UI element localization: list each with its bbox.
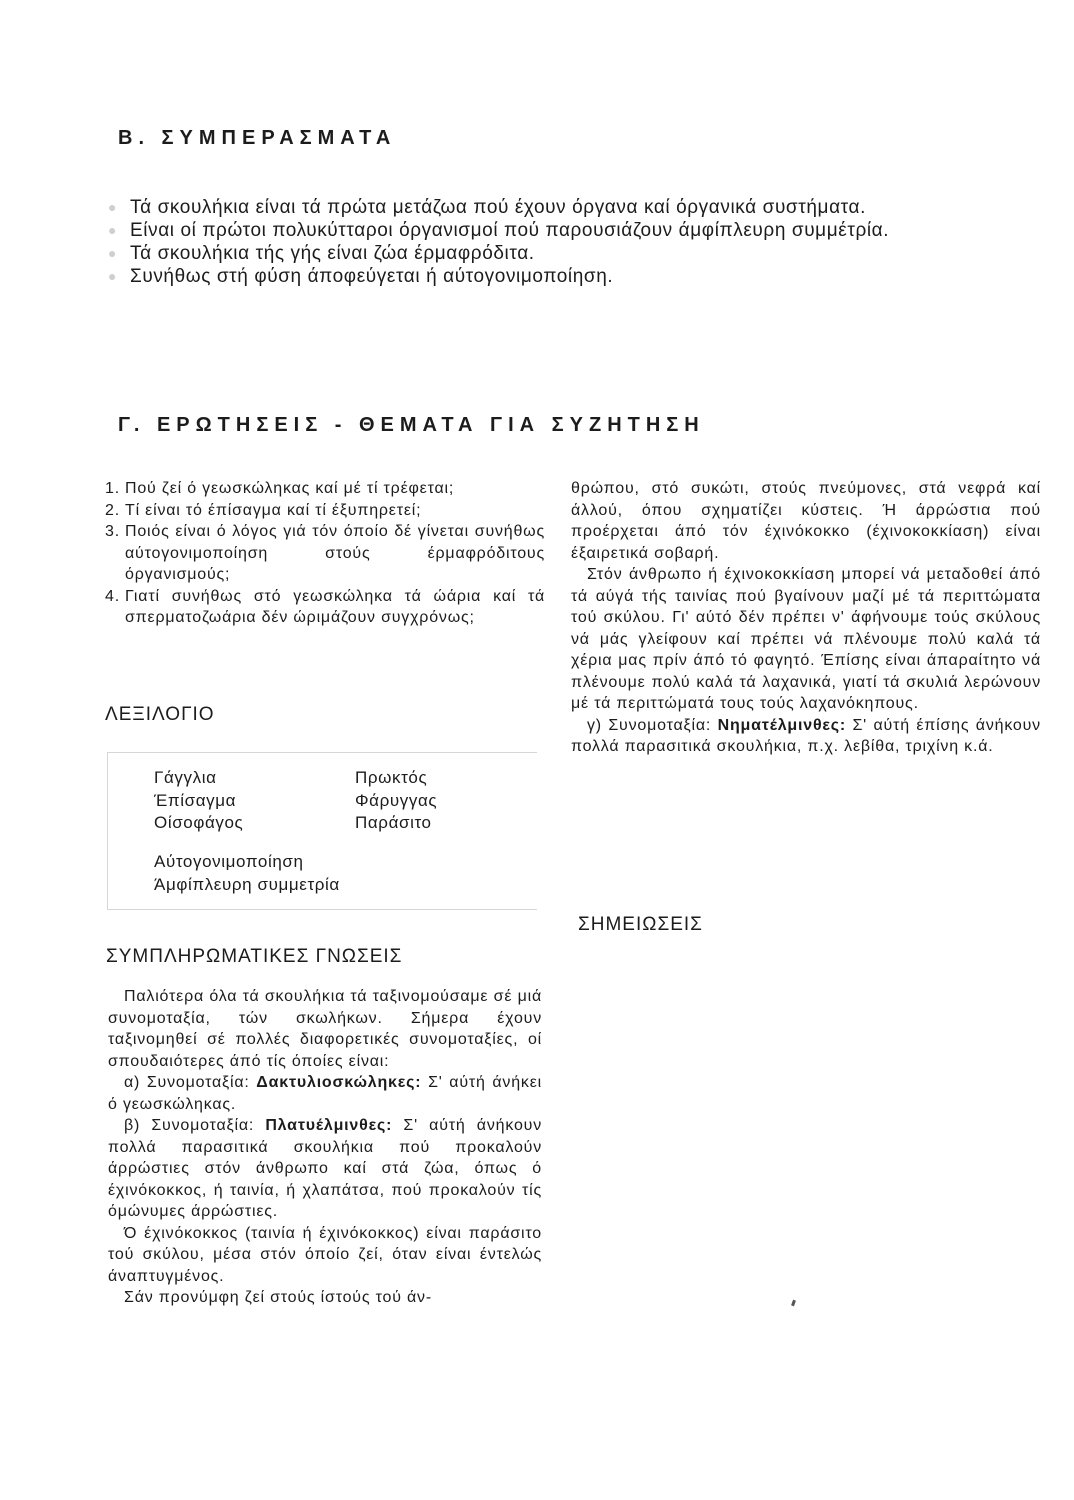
question-number: 4. bbox=[105, 587, 120, 605]
right-column bbox=[571, 478, 1041, 758]
questions-list bbox=[105, 478, 545, 629]
glossary-term: Παράσιτο bbox=[355, 813, 432, 832]
phylum-name: Νηματέλμινθες: bbox=[717, 716, 847, 734]
left-column bbox=[105, 478, 545, 629]
question-item bbox=[105, 500, 545, 522]
conclusion-text: Συνήθως στή φύση άποφεύγεται ή αύτογονιμοποίηση. bbox=[130, 266, 614, 287]
phylum-text: Σ' αύτή άνήκει ό γεωσκώληκας. bbox=[108, 1074, 542, 1113]
glossary-term: Φάρυγγας bbox=[355, 790, 438, 810]
question-text: Πού ζεί ό γεωσκώληκας καί μέ τί τρέφεται; bbox=[125, 480, 455, 497]
list-item bbox=[108, 242, 1038, 265]
question-item bbox=[105, 586, 545, 629]
glossary-title: ΛΕΞΙΛΟΓΙΟ bbox=[105, 704, 215, 725]
phylum-prefix: γ) Συνομοταξία: bbox=[587, 716, 718, 734]
section-g-heading: Γ. ΕΡΩΤΗΣΕΙΣ - ΘΕΜΑΤΑ ΓΙΑ ΣΥΖΗΤΗΣΗ bbox=[118, 414, 705, 436]
question-number: 2. bbox=[105, 501, 120, 519]
supplementary-text bbox=[108, 986, 542, 1309]
question-item bbox=[105, 521, 545, 586]
supplementary-title: ΣΥΜΠΛΗΡΩΜΑΤΙΚΕΣ ΓΝΩΣΕΙΣ bbox=[106, 946, 403, 967]
glossary-column-1 bbox=[154, 767, 243, 835]
notes-title: ΣΗΜΕΙΩΣΕΙΣ bbox=[578, 914, 703, 935]
conclusion-text: Τά σκουλήκια τής γής είναι ζώα έρμαφρόδιτα. bbox=[130, 243, 535, 264]
glossary-term: Αύτογονιμοποίηση bbox=[154, 852, 304, 871]
glossary-box bbox=[107, 752, 537, 910]
conclusion-text: Είναι οί πρώτοι πολυκύτταροι όργανισμοί πού παρουσιάζουν άμφίπλευρη συμμέτρία. bbox=[130, 220, 890, 241]
glossary-column-3 bbox=[154, 851, 340, 896]
list-item bbox=[108, 196, 1038, 219]
paragraph bbox=[108, 1115, 542, 1223]
phylum-prefix: α) Συνομοταξία: bbox=[124, 1074, 257, 1091]
glossary-term: Πρωκτός bbox=[355, 768, 428, 787]
glossary-term: Γάγγλια bbox=[154, 768, 217, 787]
question-text: Γιατί συνήθως στό γεωσκώληκα τά ώάρια καί τά σπερματοζωάρια δέν ώριμάζουν συγχρόνως; bbox=[125, 587, 545, 626]
glossary-term: Έπίσαγμα bbox=[154, 790, 237, 810]
section-b-heading: Β. ΣΥΜΠΕΡΑΣΜΑΤΑ bbox=[118, 127, 397, 149]
question-number: 3. bbox=[105, 523, 120, 540]
paragraph: θρώπου, στό συκώτι, στούς πνεύμονες, στά νεφρά καί άλλού, όπου σχηματίζει κύστεις. Ή άρρώστια πού προέρχεται άπό τόν έχινόκοκκο (έχινοκοκκίαση) είναι έξαιρετικά σοβαρή. bbox=[571, 480, 1041, 562]
ink-speck bbox=[791, 1300, 796, 1307]
phylum-prefix: β) Συνομοταξία: bbox=[124, 1117, 266, 1134]
phylum-text: Σ' αύτή άνήκουν πολλά παρασιτικά σκουλήκια πού προκαλούν άρρώστιες στόν άνθρωπο καί στά ζώα, όπως ό έχινόκοκκος, ή ταινία, ή χλαπάτσα, πού προκαλούν τίς όμώνυμες άρρώστιες. bbox=[108, 1117, 542, 1220]
bullet-icon: ● bbox=[108, 245, 118, 261]
phylum-name: Δακτυλιοσκώληκες: bbox=[256, 1074, 422, 1091]
bullet-icon: ● bbox=[108, 222, 118, 238]
bullet-icon: ● bbox=[108, 199, 118, 215]
phylum-text: Σ' αύτή έπίσης άνήκουν πολλά παρασιτικά σκουλήκια, π.χ. λεβίθα, τριχίνη κ.ά. bbox=[571, 716, 1041, 755]
paragraph: Στόν άνθρωπο ή έχινοκοκκίαση μπορεί νά μεταδοθεί άπό τά αύγά τής ταινίας πού βγαίνουν μαζί μέ τά περιττώματα τού σκύλου. Γι' αύτό δέν πρέπει ν' άφήνουμε τούς σκύλους νά μάς γλείφουν καί πρέπει νά πλένουμε πολύ καλά τά χέρια μας πρίν άπό τό φαγητό. Έπίσης είναι άπαραίτητο νά πλένουμε πολύ καλά τά λαχανικά, γιατί τά σκυλιά λερώνουν μέ τά περιττώματά τους τούς λαχανόκηπους. bbox=[571, 566, 1041, 712]
list-item bbox=[108, 265, 1038, 288]
phylum-name: Πλατυέλμινθες: bbox=[265, 1117, 393, 1134]
question-text: Τί είναι τό έπίσαγμα καί τί έξυπηρετεί; bbox=[125, 501, 422, 519]
conclusion-text: Τά σκουλήκια είναι τά πρώτα μετάζωα πού έχουν όργανα καί όργανικά συστήματα. bbox=[130, 197, 866, 218]
question-item bbox=[105, 478, 545, 500]
paragraph: Παλιότερα όλα τά σκουλήκια τά ταξινομούσαμε σέ μιά συνομοταξία, τών σκωλήκων. Σήμερα έχουν ταξινομηθεί σέ πολλές διαφορετικές συνομοταξίες, οί σπουδαιότερες άπό τίς όποίες είναι: bbox=[108, 988, 542, 1070]
glossary-term: Οίσοφάγος bbox=[154, 813, 244, 832]
bullet-icon: ● bbox=[108, 268, 118, 284]
list-item bbox=[108, 219, 1038, 242]
glossary-term: Άμφίπλευρη συμμετρία bbox=[154, 874, 340, 894]
conclusions-list bbox=[108, 196, 1038, 288]
paragraph: Σάν προνύμφη ζεί στούς ίστούς τού άν- bbox=[124, 1289, 432, 1306]
paragraph: Ό έχινόκοκκος (ταινία ή έχινόκοκκος) είναι παράσιτο τού σκύλου, μέσα στόν όποίο ζεί, όταν είναι έντελώς άναπτυγμένος. bbox=[108, 1224, 542, 1285]
paragraph bbox=[571, 715, 1041, 758]
glossary-column-2 bbox=[355, 767, 437, 835]
question-text: Ποιός είναι ό λόγος γιά τόν όποίο δέ γίνεται συνήθως αύτογονιμοποίηση στούς έρμαφρόδιτους όργανισμούς; bbox=[125, 523, 545, 583]
paragraph bbox=[108, 1072, 542, 1115]
question-number: 1. bbox=[105, 480, 120, 497]
